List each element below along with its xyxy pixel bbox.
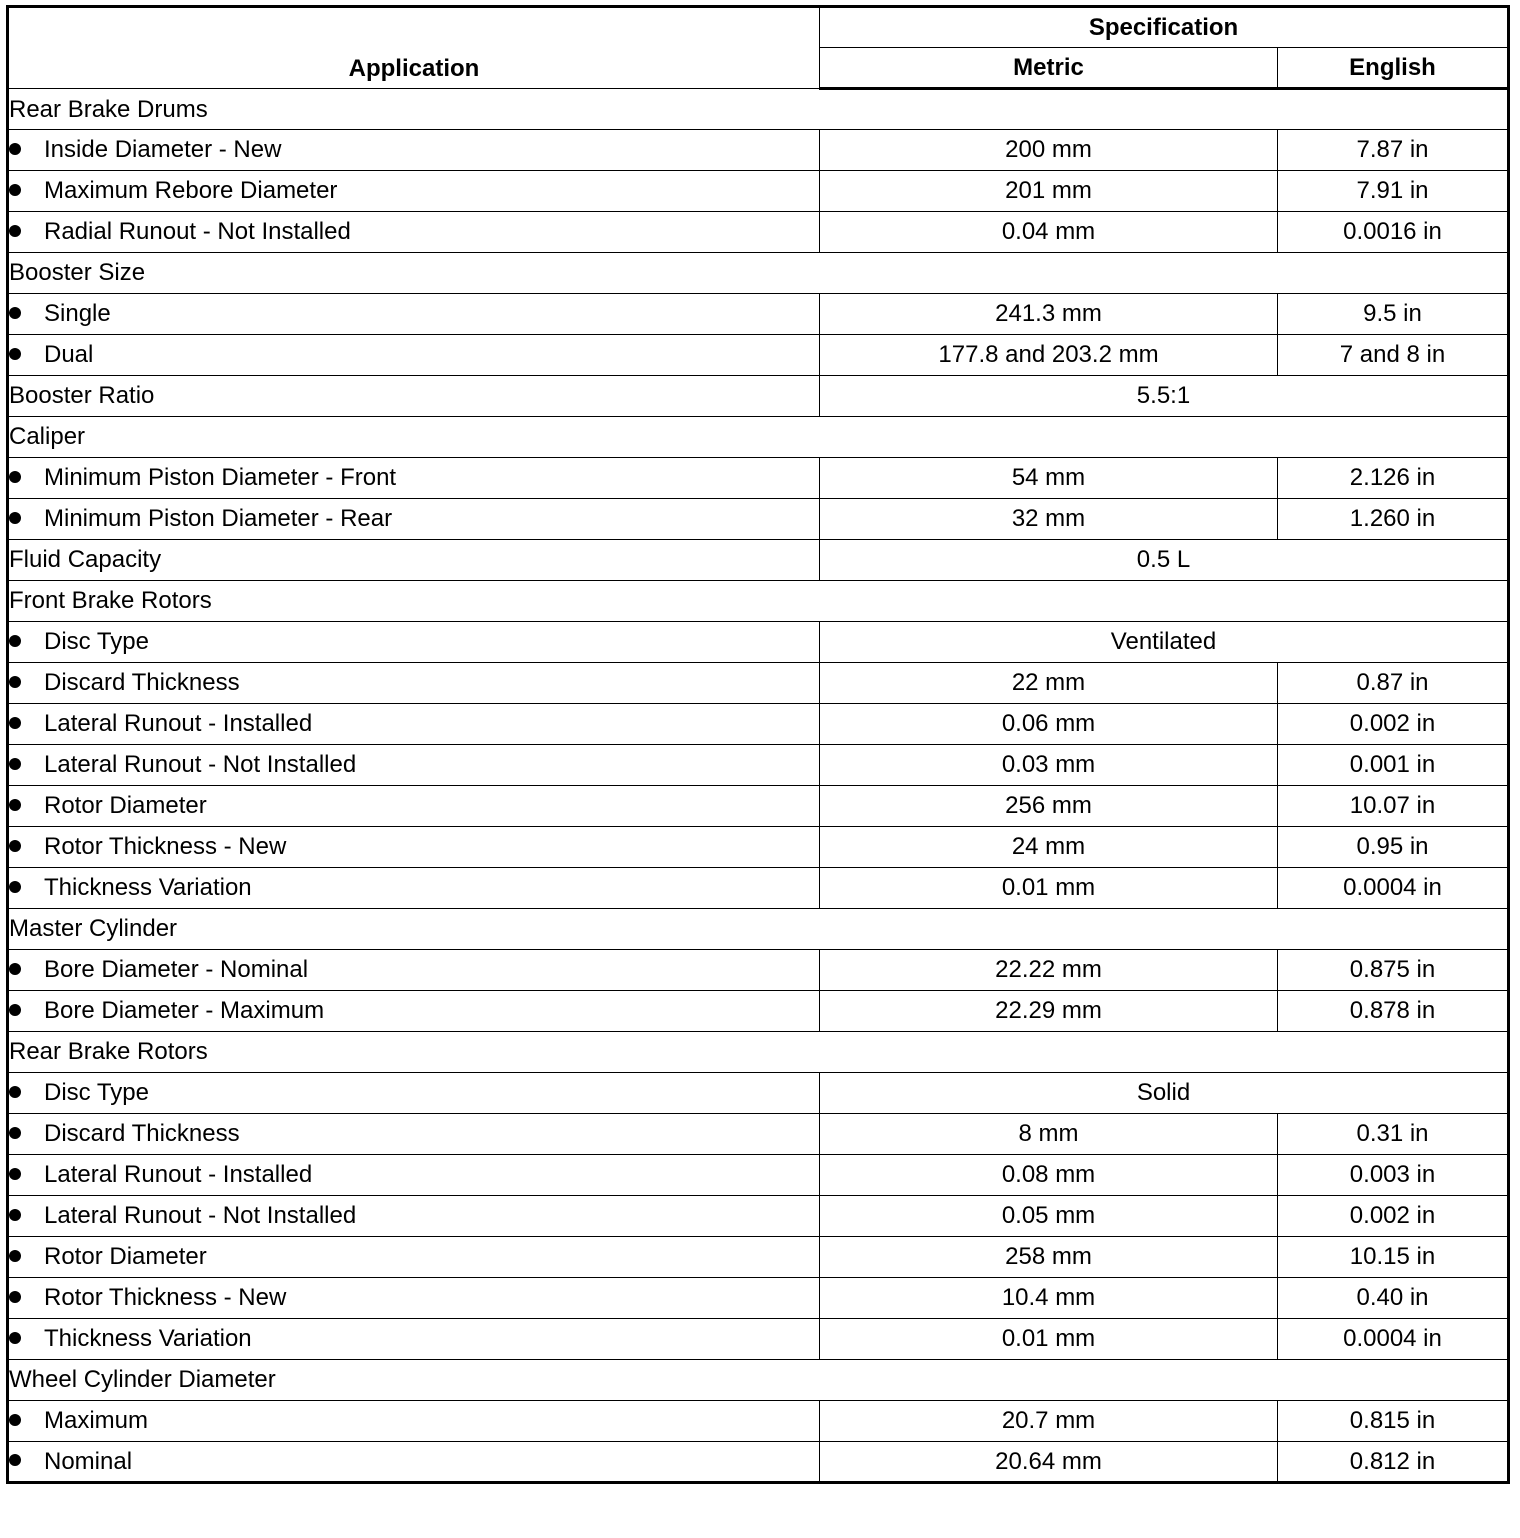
item-cell <box>8 1319 820 1360</box>
metric-value: 20.7 mm <box>820 1401 1278 1442</box>
item-cell <box>8 950 820 991</box>
spec-value: Solid <box>820 1073 1509 1114</box>
item-label: Disc Type <box>44 1079 149 1106</box>
item-label: Dual <box>44 341 94 368</box>
table-row <box>8 1073 1509 1114</box>
table-row <box>8 1196 1509 1237</box>
item-cell <box>8 499 820 540</box>
metric-value: 0.08 mm <box>820 1155 1278 1196</box>
metric-value: 258 mm <box>820 1237 1278 1278</box>
table-row <box>8 950 1509 991</box>
item-cell <box>8 130 820 171</box>
bullet-icon <box>9 307 21 319</box>
english-value: 7.87 in <box>1278 130 1509 171</box>
category-row <box>8 89 1509 130</box>
table-row <box>8 458 1509 499</box>
bullet-icon <box>9 512 21 524</box>
table-row <box>8 1155 1509 1196</box>
metric-value: 10.4 mm <box>820 1278 1278 1319</box>
item-label: Rotor Diameter <box>44 1243 207 1270</box>
english-value: 10.07 in <box>1278 786 1509 827</box>
category-label: Master Cylinder <box>8 909 1509 950</box>
table-body <box>8 89 1509 1483</box>
metric-value: 20.64 mm <box>820 1442 1278 1483</box>
category-row <box>8 909 1509 950</box>
bullet-icon <box>9 1168 21 1180</box>
english-value: 0.875 in <box>1278 950 1509 991</box>
bullet-icon <box>9 881 21 893</box>
item-label: Bore Diameter - Nominal <box>44 956 309 983</box>
metric-value: 256 mm <box>820 786 1278 827</box>
item-cell <box>8 622 820 663</box>
item-cell <box>8 704 820 745</box>
table-row <box>8 1278 1509 1319</box>
metric-value: 32 mm <box>820 499 1278 540</box>
bullet-icon <box>9 635 21 647</box>
english-value: 0.002 in <box>1278 1196 1509 1237</box>
item-label: Discard Thickness <box>44 1120 240 1147</box>
metric-value: 24 mm <box>820 827 1278 868</box>
bullet-icon <box>9 799 21 811</box>
category-label: Booster Ratio <box>8 376 820 417</box>
spec-value: 0.5 L <box>820 540 1509 581</box>
english-value: 0.95 in <box>1278 827 1509 868</box>
item-label: Minimum Piston Diameter - Front <box>44 464 397 491</box>
table-row <box>8 868 1509 909</box>
bullet-icon <box>9 471 21 483</box>
bullet-icon <box>9 758 21 770</box>
metric-value: 0.05 mm <box>820 1196 1278 1237</box>
item-cell <box>8 868 820 909</box>
english-header: English <box>1278 48 1509 89</box>
bullet-icon <box>9 676 21 688</box>
item-label: Lateral Runout - Installed <box>44 710 313 737</box>
english-value: 0.40 in <box>1278 1278 1509 1319</box>
table-row <box>8 130 1509 171</box>
bullet-icon <box>9 348 21 360</box>
bullet-icon <box>9 963 21 975</box>
category-label: Wheel Cylinder Diameter <box>8 1360 1509 1401</box>
item-cell <box>8 663 820 704</box>
item-cell <box>8 827 820 868</box>
metric-value: 0.01 mm <box>820 1319 1278 1360</box>
bullet-icon <box>9 1004 21 1016</box>
item-label: Thickness Variation <box>44 1325 252 1352</box>
english-value: 9.5 in <box>1278 294 1509 335</box>
item-cell <box>8 1073 820 1114</box>
metric-value: 0.06 mm <box>820 704 1278 745</box>
item-cell <box>8 458 820 499</box>
item-cell <box>8 991 820 1032</box>
table-row <box>8 1114 1509 1155</box>
english-value: 0.31 in <box>1278 1114 1509 1155</box>
metric-value: 22.29 mm <box>820 991 1278 1032</box>
bullet-icon <box>9 1086 21 1098</box>
spec-value: Ventilated <box>820 622 1509 663</box>
english-value: 7.91 in <box>1278 171 1509 212</box>
table-row <box>8 745 1509 786</box>
bullet-icon <box>9 1209 21 1221</box>
bullet-icon <box>9 143 21 155</box>
english-value: 0.812 in <box>1278 1442 1509 1483</box>
item-label: Minimum Piston Diameter - Rear <box>44 505 393 532</box>
english-value: 7 and 8 in <box>1278 335 1509 376</box>
item-label: Disc Type <box>44 628 149 655</box>
item-cell <box>8 335 820 376</box>
specification-header: Specification <box>820 7 1509 48</box>
english-value: 0.0004 in <box>1278 868 1509 909</box>
english-value: 0.003 in <box>1278 1155 1509 1196</box>
bullet-icon <box>9 225 21 237</box>
item-label: Inside Diameter - New <box>44 136 282 163</box>
metric-value: 8 mm <box>820 1114 1278 1155</box>
category-label: Front Brake Rotors <box>8 581 1509 622</box>
table-row <box>8 335 1509 376</box>
bullet-icon <box>9 1454 21 1466</box>
table-row <box>8 704 1509 745</box>
item-cell <box>8 1278 820 1319</box>
metric-value: 22 mm <box>820 663 1278 704</box>
item-cell <box>8 745 820 786</box>
bullet-icon <box>9 1414 21 1426</box>
item-label: Radial Runout - Not Installed <box>44 218 351 245</box>
item-cell <box>8 1442 820 1483</box>
category-label: Rear Brake Rotors <box>8 1032 1509 1073</box>
table-row <box>8 991 1509 1032</box>
category-label: Caliper <box>8 417 1509 458</box>
table-row <box>8 171 1509 212</box>
category-row <box>8 581 1509 622</box>
metric-header: Metric <box>820 48 1278 89</box>
item-label: Maximum <box>44 1407 149 1434</box>
english-value: 0.878 in <box>1278 991 1509 1032</box>
metric-value: 0.03 mm <box>820 745 1278 786</box>
category-label: Booster Size <box>8 253 1509 294</box>
bullet-icon <box>9 1250 21 1262</box>
category-row <box>8 540 1509 581</box>
english-value: 0.815 in <box>1278 1401 1509 1442</box>
table-row <box>8 663 1509 704</box>
spec-value: 5.5:1 <box>820 376 1509 417</box>
metric-value: 22.22 mm <box>820 950 1278 991</box>
metric-value: 0.01 mm <box>820 868 1278 909</box>
category-label: Fluid Capacity <box>8 540 820 581</box>
item-cell <box>8 1155 820 1196</box>
item-label: Lateral Runout - Installed <box>44 1161 313 1188</box>
metric-value: 0.04 mm <box>820 212 1278 253</box>
table-row <box>8 1442 1509 1483</box>
item-label: Lateral Runout - Not Installed <box>44 1202 357 1229</box>
english-value: 0.87 in <box>1278 663 1509 704</box>
category-row <box>8 417 1509 458</box>
english-value: 10.15 in <box>1278 1237 1509 1278</box>
english-value: 0.001 in <box>1278 745 1509 786</box>
table-row <box>8 1237 1509 1278</box>
metric-value: 200 mm <box>820 130 1278 171</box>
item-cell <box>8 212 820 253</box>
table-row <box>8 622 1509 663</box>
bullet-icon <box>9 184 21 196</box>
category-label: Rear Brake Drums <box>8 89 1509 130</box>
item-cell <box>8 1237 820 1278</box>
table-row <box>8 499 1509 540</box>
metric-value: 54 mm <box>820 458 1278 499</box>
table-row <box>8 827 1509 868</box>
item-label: Single <box>44 300 111 327</box>
item-label: Rotor Thickness - New <box>44 1284 287 1311</box>
metric-value: 241.3 mm <box>820 294 1278 335</box>
item-label: Thickness Variation <box>44 874 252 901</box>
table-row <box>8 1401 1509 1442</box>
brake-specification-table <box>6 5 1510 1484</box>
item-cell <box>8 1401 820 1442</box>
category-row <box>8 1360 1509 1401</box>
item-label: Lateral Runout - Not Installed <box>44 751 357 778</box>
english-value: 1.260 in <box>1278 499 1509 540</box>
category-row <box>8 1032 1509 1073</box>
item-cell <box>8 294 820 335</box>
table-row <box>8 212 1509 253</box>
english-value: 0.002 in <box>1278 704 1509 745</box>
english-value: 0.0004 in <box>1278 1319 1509 1360</box>
english-value: 0.0016 in <box>1278 212 1509 253</box>
metric-value: 177.8 and 203.2 mm <box>820 335 1278 376</box>
table-row <box>8 786 1509 827</box>
item-cell <box>8 1114 820 1155</box>
application-header: Application <box>8 7 820 89</box>
table-header <box>8 7 1509 89</box>
bullet-icon <box>9 1127 21 1139</box>
bullet-icon <box>9 717 21 729</box>
english-value: 2.126 in <box>1278 458 1509 499</box>
bullet-icon <box>9 1332 21 1344</box>
bullet-icon <box>9 1291 21 1303</box>
item-cell <box>8 786 820 827</box>
item-label: Rotor Diameter <box>44 792 207 819</box>
category-row <box>8 376 1509 417</box>
table-row <box>8 1319 1509 1360</box>
item-label: Bore Diameter - Maximum <box>44 997 325 1024</box>
metric-value: 201 mm <box>820 171 1278 212</box>
category-row <box>8 253 1509 294</box>
table-row <box>8 294 1509 335</box>
item-cell <box>8 1196 820 1237</box>
item-label: Maximum Rebore Diameter <box>44 177 338 204</box>
item-label: Discard Thickness <box>44 669 240 696</box>
item-cell <box>8 171 820 212</box>
item-label: Rotor Thickness - New <box>44 833 287 860</box>
bullet-icon <box>9 840 21 852</box>
item-label: Nominal <box>44 1447 133 1475</box>
